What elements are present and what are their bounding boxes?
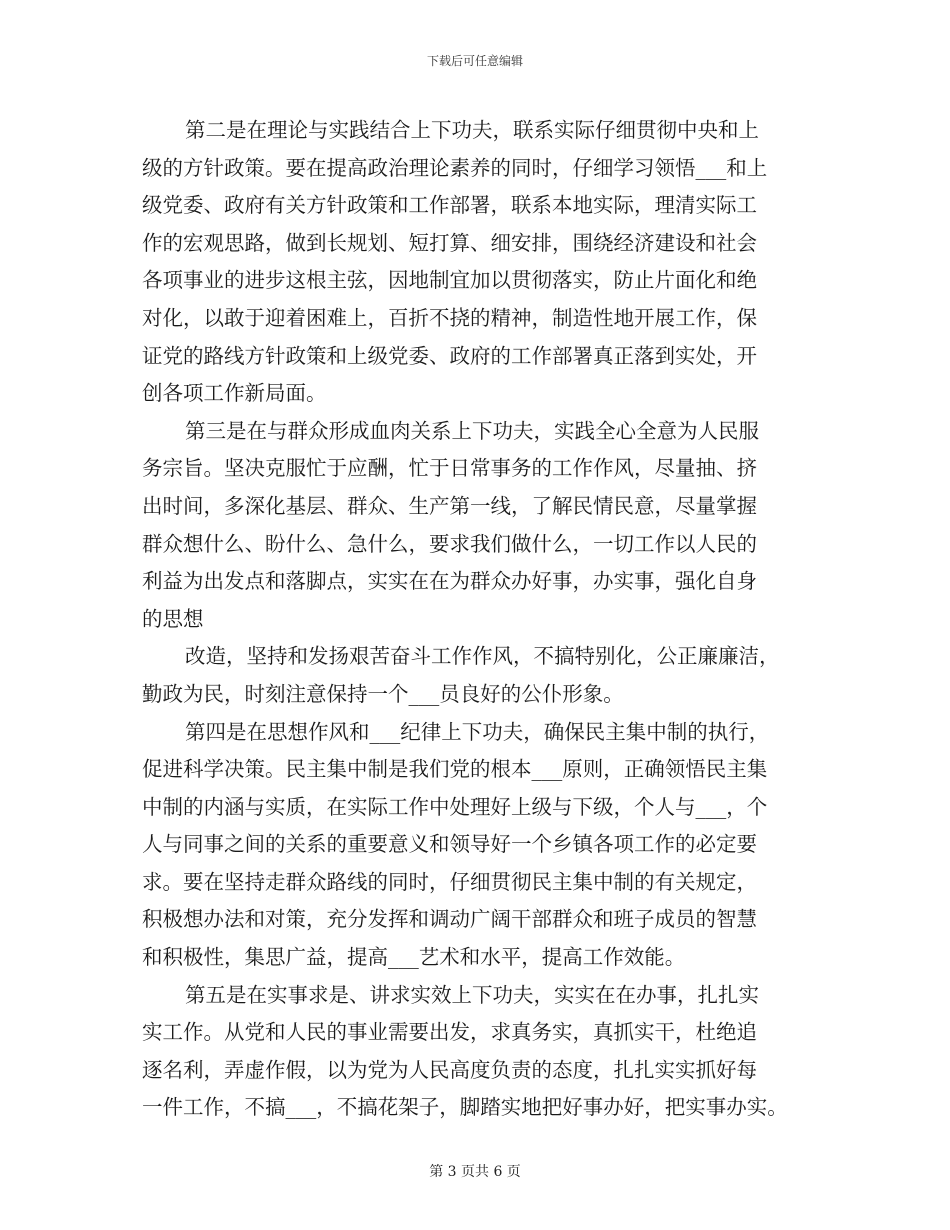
text-line: 出时间，多深化基层、群众、生产第一线，了解民情民意，尽量掌握 [142,493,757,518]
text-line: 各项事业的进步这根主弦，因地制宜加以贯彻落实，防止片面化和绝 [142,268,757,293]
text-line: 改造，坚持和发扬艰苦奋斗工作作风，不搞特别化，公正廉廉洁， [185,644,780,669]
text-line: 实工作。从党和人民的事业需要出发，求真务实，真抓实干，杜绝追 [142,1020,757,1045]
text-line: 第五是在实事求是、讲求实效上下功夫，实实在在办事，扎扎实 [185,982,759,1007]
text-line: 的思想 [142,606,204,631]
text-line: 求。要在坚持走群众路线的同时，仔细贯彻民主集中制的有关规定， [142,869,757,894]
text-line: 证党的路线方针政策和上级党委、政府的工作部署真正落到实处，开 [142,343,757,368]
text-line: 第三是在与群众形成血肉关系上下功夫，实践全心全意为人民服 [185,418,759,443]
text-line: 对化，以敢于迎着困难上，百折不挠的精神，制造性地开展工作，保 [142,305,757,330]
text-line: 逐名利，弄虚作假，以为党为人民高度负责的态度，扎扎实实抓好每 [142,1057,757,1082]
text-line: 积极想办法和对策，充分发挥和调动广阔干部群众和班子成员的智慧 [142,907,757,932]
page-header: 下载后可任意编辑 [426,54,523,68]
text-line: 级党委、政府有关方针政策和工作部署，联系本地实际，理清实际工 [142,193,757,218]
text-line: 和积极性，集思广益，提高___艺术和水平，提高工作效能。 [142,945,686,970]
text-line: 第四是在思想作风和___纪律上下功夫，确保民主集中制的执行， [185,719,770,744]
text-line: 创各项工作新局面。 [142,381,327,406]
text-line: 第二是在理论与实践结合上下功夫，联系实际仔细贯彻中央和上 [185,118,759,142]
page-number: 第 3 页共 6 页 [429,1164,521,1180]
text-line: 群众想什么、盼什么、急什么，要求我们做什么，一切工作以人民的 [142,531,757,556]
text-line: 一件工作，不搞___，不搞花架子，脚踏实地把好事办好，把实事办实。 [142,1095,788,1120]
text-line: 中制的内涵与实质，在实际工作中处理好上级与下级，个人与___，个 [142,794,768,819]
text-line: 务宗旨。坚决克服忙于应酬，忙于日常事务的工作作风，尽量抽、挤 [142,456,757,481]
text-line: 人与同事之间的关系的重要意义和领导好一个乡镇各项工作的必定要 [142,832,757,857]
text-line: 级的方针政策。要在提高政治理论素养的同时，仔细学习领悟___和上 [142,155,768,180]
text-line: 勤政为民，时刻注意保持一个___员良好的公仆形象。 [142,681,624,706]
text-line: 促进科学决策。民主集中制是我们党的根本___原则，正确领悟民主集 [142,757,768,782]
document-body [142,112,820,1127]
text-line: 利益为出发点和落脚点，实实在在为群众办好事，办实事，强化自身 [142,569,757,594]
text-line: 作的宏观思路，做到长规划、短打算、细安排，围绕经济建设和社会 [142,230,757,255]
